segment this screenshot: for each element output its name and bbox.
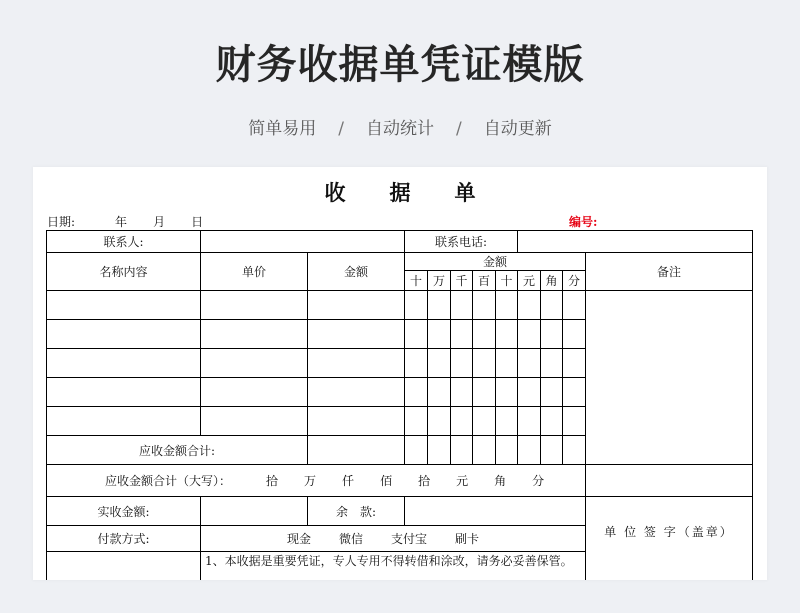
digit-cell[interactable] — [496, 291, 518, 320]
contact-input[interactable] — [201, 231, 405, 253]
item-cell[interactable] — [47, 291, 201, 320]
digit-cell[interactable] — [405, 436, 428, 465]
item-cell[interactable] — [47, 378, 201, 407]
date-line — [47, 213, 219, 230]
sum-label-text: 应收金额合计: — [138, 443, 215, 458]
receipt-table — [46, 230, 753, 580]
digit-cell[interactable] — [405, 320, 428, 349]
digit-cell[interactable] — [405, 349, 428, 378]
page-subtitle — [0, 114, 800, 139]
remark-cell[interactable] — [586, 291, 753, 465]
digit-header: 十 — [496, 271, 518, 291]
digit-cell[interactable] — [473, 320, 496, 349]
digit-cell[interactable] — [451, 436, 473, 465]
signature-label: 单 位 签 字（盖章） — [604, 525, 734, 539]
digit-cell[interactable] — [518, 349, 541, 378]
digit-cell[interactable] — [563, 436, 586, 465]
digit-cell[interactable] — [518, 291, 541, 320]
digit-cell[interactable] — [541, 378, 563, 407]
digit-cell[interactable] — [518, 378, 541, 407]
item-cell[interactable] — [308, 407, 405, 436]
item-cell[interactable] — [201, 349, 308, 378]
upper-unit: 分 — [532, 474, 545, 488]
digit-cell[interactable] — [563, 349, 586, 378]
digit-cell[interactable] — [518, 436, 541, 465]
digit-header: 十 — [405, 271, 428, 291]
receipt-title-char: 收 — [324, 180, 346, 205]
receipt-title-char: 单 — [454, 180, 476, 205]
note-text: 1、本收据是重要凭证，专人专用不得转借和涂改，请务必妥善保管。 — [201, 552, 586, 581]
upper-unit: 万 — [304, 474, 317, 488]
digit-cell[interactable] — [541, 349, 563, 378]
digit-cell[interactable] — [428, 378, 451, 407]
date-year: 年 — [115, 215, 128, 229]
digit-cell[interactable] — [518, 320, 541, 349]
item-cell[interactable] — [308, 291, 405, 320]
column-header-name: 名称内容 — [47, 253, 201, 291]
upper-unit: 仟 — [342, 474, 355, 488]
digit-cell[interactable] — [473, 436, 496, 465]
page-title: 财务收据单凭证模版 — [215, 42, 585, 88]
phone-label: 联系电话: — [405, 231, 518, 253]
remark-cell[interactable] — [586, 465, 753, 497]
payment-methods — [201, 526, 586, 552]
item-cell[interactable] — [308, 378, 405, 407]
contact-label: 联系人: — [47, 231, 201, 253]
paid-input[interactable] — [201, 497, 308, 526]
note-blank — [47, 552, 201, 581]
digit-cell[interactable] — [428, 320, 451, 349]
column-header-remark: 备注 — [586, 253, 753, 291]
upper-amount-label: 应收金额合计（大写）： — [105, 474, 232, 488]
date-label: 日期: — [47, 215, 76, 229]
column-header-amount: 金额 — [308, 253, 405, 291]
subtitle-item-easy: 简单易用 — [248, 119, 317, 139]
receipt-sheet — [33, 167, 767, 580]
digit-cell[interactable] — [473, 378, 496, 407]
upper-unit: 拾 — [418, 474, 431, 488]
digit-cell[interactable] — [428, 291, 451, 320]
date-day: 日 — [191, 215, 204, 229]
receipt-number-label: 编号: — [569, 215, 598, 229]
payment-method-wechat[interactable]: 微信 — [339, 532, 364, 546]
digit-cell[interactable] — [428, 349, 451, 378]
digit-header: 角 — [541, 271, 563, 291]
item-cell[interactable] — [201, 407, 308, 436]
digit-cell[interactable] — [405, 378, 428, 407]
phone-input[interactable] — [518, 231, 753, 253]
digit-cell[interactable] — [428, 407, 451, 436]
digit-header: 元 — [518, 271, 541, 291]
digit-header: 百 — [473, 271, 496, 291]
payment-method-cash[interactable]: 现金 — [287, 532, 312, 546]
upper-amount-row — [47, 465, 753, 497]
upper-unit: 角 — [494, 474, 507, 488]
paid-label: 实收金额: — [47, 497, 201, 526]
subtitle-separator: / — [456, 119, 462, 139]
digit-cell[interactable] — [541, 436, 563, 465]
digit-cell[interactable] — [496, 378, 518, 407]
digit-cell[interactable] — [405, 291, 428, 320]
digit-cell[interactable] — [428, 436, 451, 465]
upper-unit: 拾 — [266, 474, 279, 488]
signature-cell[interactable] — [586, 497, 753, 581]
digit-cell[interactable] — [496, 320, 518, 349]
date-month: 月 — [153, 215, 166, 229]
receipt-title — [33, 177, 767, 207]
digit-cell[interactable] — [496, 349, 518, 378]
item-cell[interactable] — [201, 378, 308, 407]
payment-label: 付款方式: — [47, 526, 201, 552]
digit-cell[interactable] — [451, 407, 473, 436]
digit-cell[interactable] — [473, 407, 496, 436]
subtitle-item-auto-update: 自动更新 — [483, 119, 552, 139]
item-cell[interactable] — [201, 291, 308, 320]
digit-cell[interactable] — [451, 378, 473, 407]
item-cell[interactable] — [47, 320, 201, 349]
paid-row — [47, 497, 753, 526]
subtitle-item-auto-stats: 自动统计 — [366, 119, 434, 139]
digit-header: 千 — [451, 271, 473, 291]
digit-cell[interactable] — [451, 291, 473, 320]
item-cell[interactable] — [308, 320, 405, 349]
column-header-price: 单价 — [201, 253, 308, 291]
digit-cell[interactable] — [563, 378, 586, 407]
digit-cell[interactable] — [405, 407, 428, 436]
digit-cell[interactable] — [541, 320, 563, 349]
digit-cell[interactable] — [451, 320, 473, 349]
payment-method-card[interactable]: 刷卡 — [455, 532, 480, 546]
digit-cell[interactable] — [473, 291, 496, 320]
digit-header: 分 — [563, 271, 586, 291]
sum-amount-cell[interactable] — [308, 436, 405, 465]
subtitle-separator: / — [338, 119, 344, 139]
digit-cell[interactable] — [496, 436, 518, 465]
balance-label: 余 款: — [308, 497, 405, 526]
digit-cell[interactable] — [541, 407, 563, 436]
sum-label — [47, 436, 308, 465]
upper-unit: 佰 — [380, 474, 393, 488]
column-header-amount-group: 金额 — [405, 253, 586, 271]
digit-header: 万 — [428, 271, 451, 291]
digit-cell[interactable] — [496, 407, 518, 436]
digit-cell[interactable] — [518, 407, 541, 436]
digit-cell[interactable] — [473, 349, 496, 378]
digit-cell[interactable] — [541, 291, 563, 320]
digit-cell[interactable] — [563, 320, 586, 349]
table-row — [47, 291, 753, 320]
item-cell[interactable] — [47, 349, 201, 378]
digit-cell[interactable] — [563, 291, 586, 320]
item-cell[interactable] — [308, 349, 405, 378]
digit-cell[interactable] — [451, 349, 473, 378]
upper-amount-cell[interactable] — [47, 465, 586, 497]
item-cell[interactable] — [47, 407, 201, 436]
digit-cell[interactable] — [563, 407, 586, 436]
receipt-title-char: 据 — [389, 180, 411, 205]
upper-unit: 元 — [456, 474, 469, 488]
balance-input[interactable] — [405, 497, 586, 526]
payment-method-alipay[interactable]: 支付宝 — [391, 532, 428, 546]
item-cell[interactable] — [201, 320, 308, 349]
